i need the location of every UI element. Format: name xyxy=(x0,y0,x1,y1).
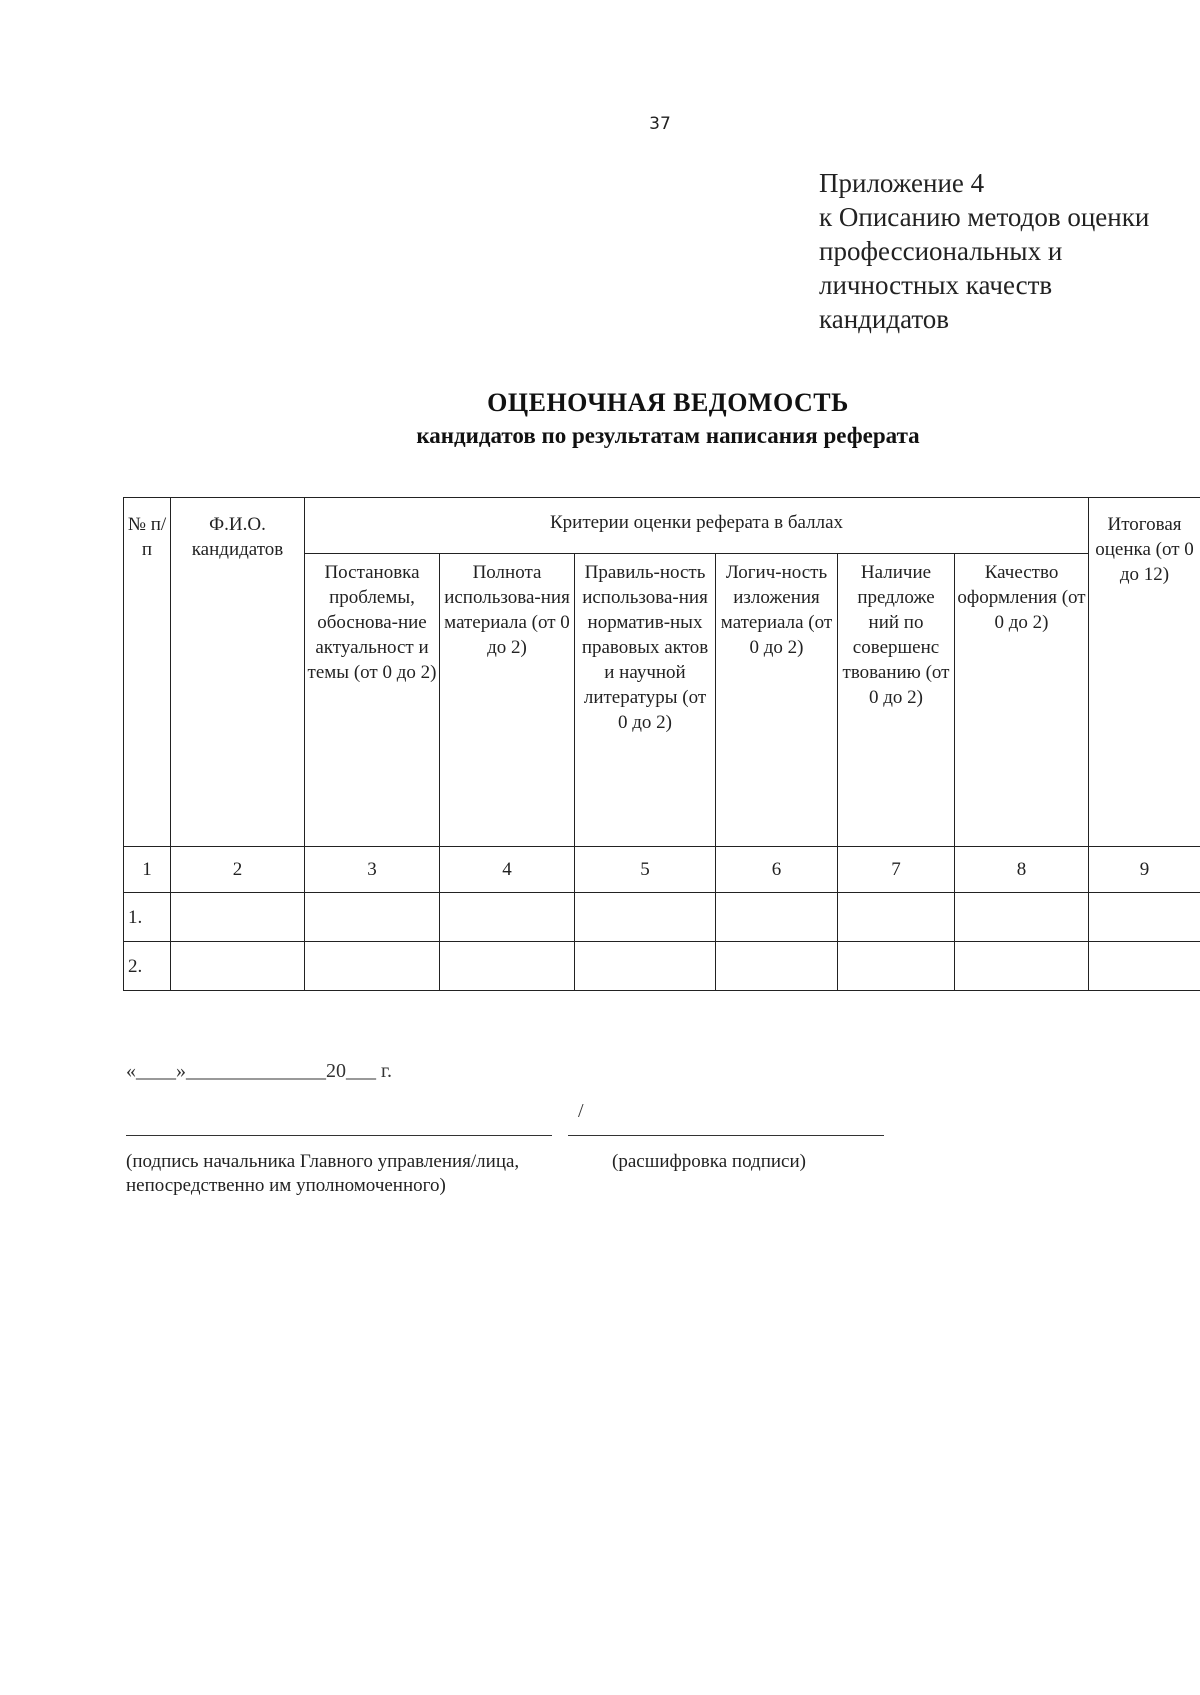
table-cell xyxy=(716,893,838,942)
row-number: 2. xyxy=(124,942,171,991)
column-number: 8 xyxy=(955,847,1089,893)
table-cell xyxy=(955,942,1089,991)
annex-header xyxy=(819,166,1199,336)
table-cell xyxy=(1089,893,1200,942)
signature-transcript-line xyxy=(568,1135,884,1136)
annex-line: личностных качеств xyxy=(819,270,1053,300)
column-number: 5 xyxy=(575,847,716,893)
document-title: ОЦЕНОЧНАЯ ВЕДОМОСТЬ xyxy=(487,388,849,417)
table-row xyxy=(124,893,1200,942)
column-number: 1 xyxy=(124,847,171,893)
header-criterion: Полнота использова-ния материала (от 0 до 2) xyxy=(440,554,575,847)
table-cell xyxy=(440,893,575,942)
page-number: 37 xyxy=(649,114,671,134)
table-cell xyxy=(955,893,1089,942)
annex-line: профессиональных и xyxy=(819,236,1063,266)
header-row-number: № п/п xyxy=(124,498,171,847)
annex-line: Приложение 4 xyxy=(819,168,985,198)
table-cell xyxy=(838,893,955,942)
header-candidate-name: Ф.И.О. кандидатов xyxy=(171,498,305,847)
header-criterion: Наличие предложе ний по совершенс твованию (от 0 до 2) xyxy=(838,554,955,847)
column-number: 6 xyxy=(716,847,838,893)
column-number: 2 xyxy=(171,847,305,893)
table-cell xyxy=(305,893,440,942)
signature-caption: (подпись начальника Главного управления/лица, непосредственно им уполномоченного) xyxy=(126,1151,520,1196)
header-criterion: Качество оформления (от 0 до 2) xyxy=(955,554,1089,847)
table-cell xyxy=(440,942,575,991)
annex-line: кандидатов xyxy=(819,304,950,334)
document-subtitle: кандидатов по результатам написания реферата xyxy=(416,423,920,448)
table-cell xyxy=(171,942,305,991)
signature-line xyxy=(126,1135,552,1136)
table-row xyxy=(124,942,1200,991)
header-final-score: Итоговая оценка (от 0 до 12) xyxy=(1089,498,1200,847)
table-cell xyxy=(575,942,716,991)
column-number: 4 xyxy=(440,847,575,893)
header-criterion: Постановка проблемы, обоснова-ние актуальност и темы (от 0 до 2) xyxy=(305,554,440,847)
table-cell xyxy=(575,893,716,942)
row-number: 1. xyxy=(124,893,171,942)
column-number: 7 xyxy=(838,847,955,893)
annex-line: к Описанию методов оценки xyxy=(819,202,1150,232)
table-cell xyxy=(171,893,305,942)
table-cell xyxy=(716,942,838,991)
signature-separator: / xyxy=(578,1100,584,1122)
assessment-table xyxy=(123,497,1200,991)
date-field: «____»______________20___ г. xyxy=(126,1060,392,1082)
signature-transcript-caption: (расшифровка подписи) xyxy=(612,1151,806,1172)
header-criterion: Логич-ность изложения материала (от 0 до 2) xyxy=(716,554,838,847)
column-number: 9 xyxy=(1089,847,1200,893)
column-number: 3 xyxy=(305,847,440,893)
table-cell xyxy=(838,942,955,991)
table-cell xyxy=(1089,942,1200,991)
header-criteria-group: Критерии оценки реферата в баллах xyxy=(305,498,1089,554)
table-cell xyxy=(305,942,440,991)
header-criterion: Правиль-ность использова-ния норматив-ных правовых актов и научной литературы (от 0 до 2) xyxy=(575,554,716,847)
